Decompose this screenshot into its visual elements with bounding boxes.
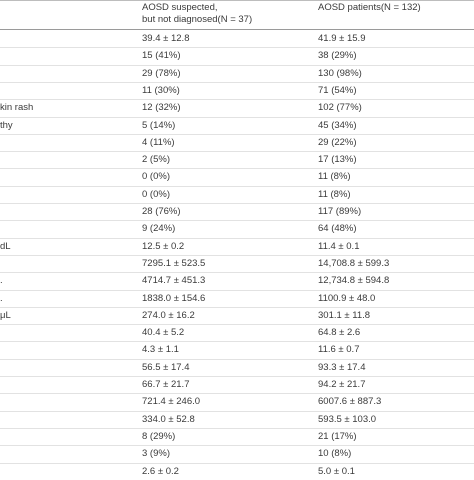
table-row <box>0 464 474 480</box>
header-col-suspected-line1: AOSD suspected, <box>142 2 218 13</box>
cell-suspected: 274.0 ± 16.2 <box>142 309 195 321</box>
row-label: kin rash <box>0 102 34 114</box>
table-row <box>0 152 474 168</box>
table-header <box>0 0 474 27</box>
cell-suspected: 28 (76%) <box>142 206 181 217</box>
table-row <box>0 204 474 220</box>
table-row <box>0 169 474 185</box>
cell-suspected: 56.5 ± 17.4 <box>142 361 190 373</box>
cell-patients: 12,734.8 ± 594.8 <box>318 275 390 287</box>
row-label: . <box>0 275 3 287</box>
cell-suspected: 0 (0%) <box>142 188 170 200</box>
cell-suspected: 39.4 ± 12.8 <box>142 33 190 44</box>
table-row <box>0 394 474 410</box>
table-row <box>0 135 474 151</box>
header-col-patients: AOSD patients(N = 132) <box>318 2 421 13</box>
cell-patients: 593.5 ± 103.0 <box>318 413 377 425</box>
table-row <box>0 377 474 393</box>
cell-suspected: 721.4 ± 246.0 <box>142 396 201 408</box>
cell-patients: 45 (34%) <box>318 119 357 131</box>
cell-patients: 29 (22%) <box>318 136 357 148</box>
cell-suspected: 4.3 ± 1.1 <box>142 344 179 356</box>
table-row <box>0 66 474 82</box>
row-label: μL <box>0 309 11 321</box>
cell-patients: 71 (54%) <box>318 84 357 96</box>
cell-patients: 14,708.8 ± 599.3 <box>318 257 390 269</box>
cell-patients: 64.8 ± 2.6 <box>318 327 361 339</box>
header-col-suspected <box>142 2 252 25</box>
table-row <box>0 308 474 324</box>
table-row <box>0 83 474 99</box>
table-row <box>0 31 474 47</box>
cell-suspected: 4714.7 ± 451.3 <box>142 275 206 287</box>
table-header-rule <box>0 29 474 30</box>
cell-suspected: 4 (11%) <box>142 136 175 148</box>
cell-patients: 11 (8%) <box>318 171 351 183</box>
cell-suspected: 40.4 ± 5.2 <box>142 327 185 339</box>
cell-patients: 11.4 ± 0.1 <box>318 240 360 252</box>
cell-suspected: 12.5 ± 0.2 <box>142 240 185 252</box>
table-row <box>0 429 474 445</box>
cell-patients: 94.2 ± 21.7 <box>318 379 366 390</box>
cell-patients: 5.0 ± 0.1 <box>318 465 355 477</box>
cell-patients: 38 (29%) <box>318 50 357 62</box>
cell-suspected: 11 (30%) <box>142 84 180 96</box>
table-row <box>0 360 474 376</box>
cell-suspected: 7295.1 ± 523.5 <box>142 257 206 269</box>
cell-suspected: 2 (5%) <box>142 154 170 166</box>
table-row <box>0 239 474 255</box>
cell-patients: 6007.6 ± 887.3 <box>318 396 382 408</box>
table-row <box>0 221 474 237</box>
cell-suspected: 0 (0%) <box>142 171 170 183</box>
table-row <box>0 325 474 341</box>
cell-patients: 301.1 ± 11.8 <box>318 309 371 321</box>
table-row <box>0 256 474 272</box>
cell-suspected: 1838.0 ± 154.6 <box>142 292 206 304</box>
table-row <box>0 273 474 289</box>
cell-suspected: 3 (9%) <box>142 448 170 460</box>
cell-patients: 64 (48%) <box>318 223 357 235</box>
cell-suspected: 5 (14%) <box>142 119 176 131</box>
row-label: dL <box>0 240 11 252</box>
table-row <box>0 342 474 358</box>
cell-suspected: 29 (78%) <box>142 67 181 79</box>
table-row <box>0 187 474 203</box>
table-row <box>0 446 474 462</box>
cell-patients: 21 (17%) <box>318 430 357 442</box>
cell-patients: 1100.9 ± 48.0 <box>318 292 376 304</box>
table-row <box>0 100 474 116</box>
cell-patients: 117 (89%) <box>318 206 362 217</box>
header-col-suspected-line2: but not diagnosed(N = 37) <box>142 13 253 25</box>
row-label: thy <box>0 119 13 131</box>
cell-patients: 93.3 ± 17.4 <box>318 361 366 373</box>
cell-suspected: 9 (24%) <box>142 223 176 235</box>
cell-patients: 102 (77%) <box>318 102 362 114</box>
cell-suspected: 12 (32%) <box>142 102 181 114</box>
table-row <box>0 291 474 307</box>
cell-suspected: 8 (29%) <box>142 430 176 442</box>
cell-patients: 130 (98%) <box>318 67 362 79</box>
table-row <box>0 412 474 428</box>
cell-patients: 11.6 ± 0.7 <box>318 344 360 356</box>
table-row <box>0 118 474 134</box>
cell-patients: 17 (13%) <box>318 154 357 166</box>
cell-suspected: 334.0 ± 52.8 <box>142 413 195 425</box>
row-label: . <box>0 292 3 304</box>
cell-patients: 11 (8%) <box>318 188 351 200</box>
cell-patients: 10 (8%) <box>318 448 352 460</box>
cell-suspected: 15 (41%) <box>142 50 181 62</box>
cell-patients: 41.9 ± 15.9 <box>318 33 366 44</box>
cell-suspected: 2.6 ± 0.2 <box>142 465 179 477</box>
table-row <box>0 48 474 64</box>
cell-suspected: 66.7 ± 21.7 <box>142 379 190 390</box>
